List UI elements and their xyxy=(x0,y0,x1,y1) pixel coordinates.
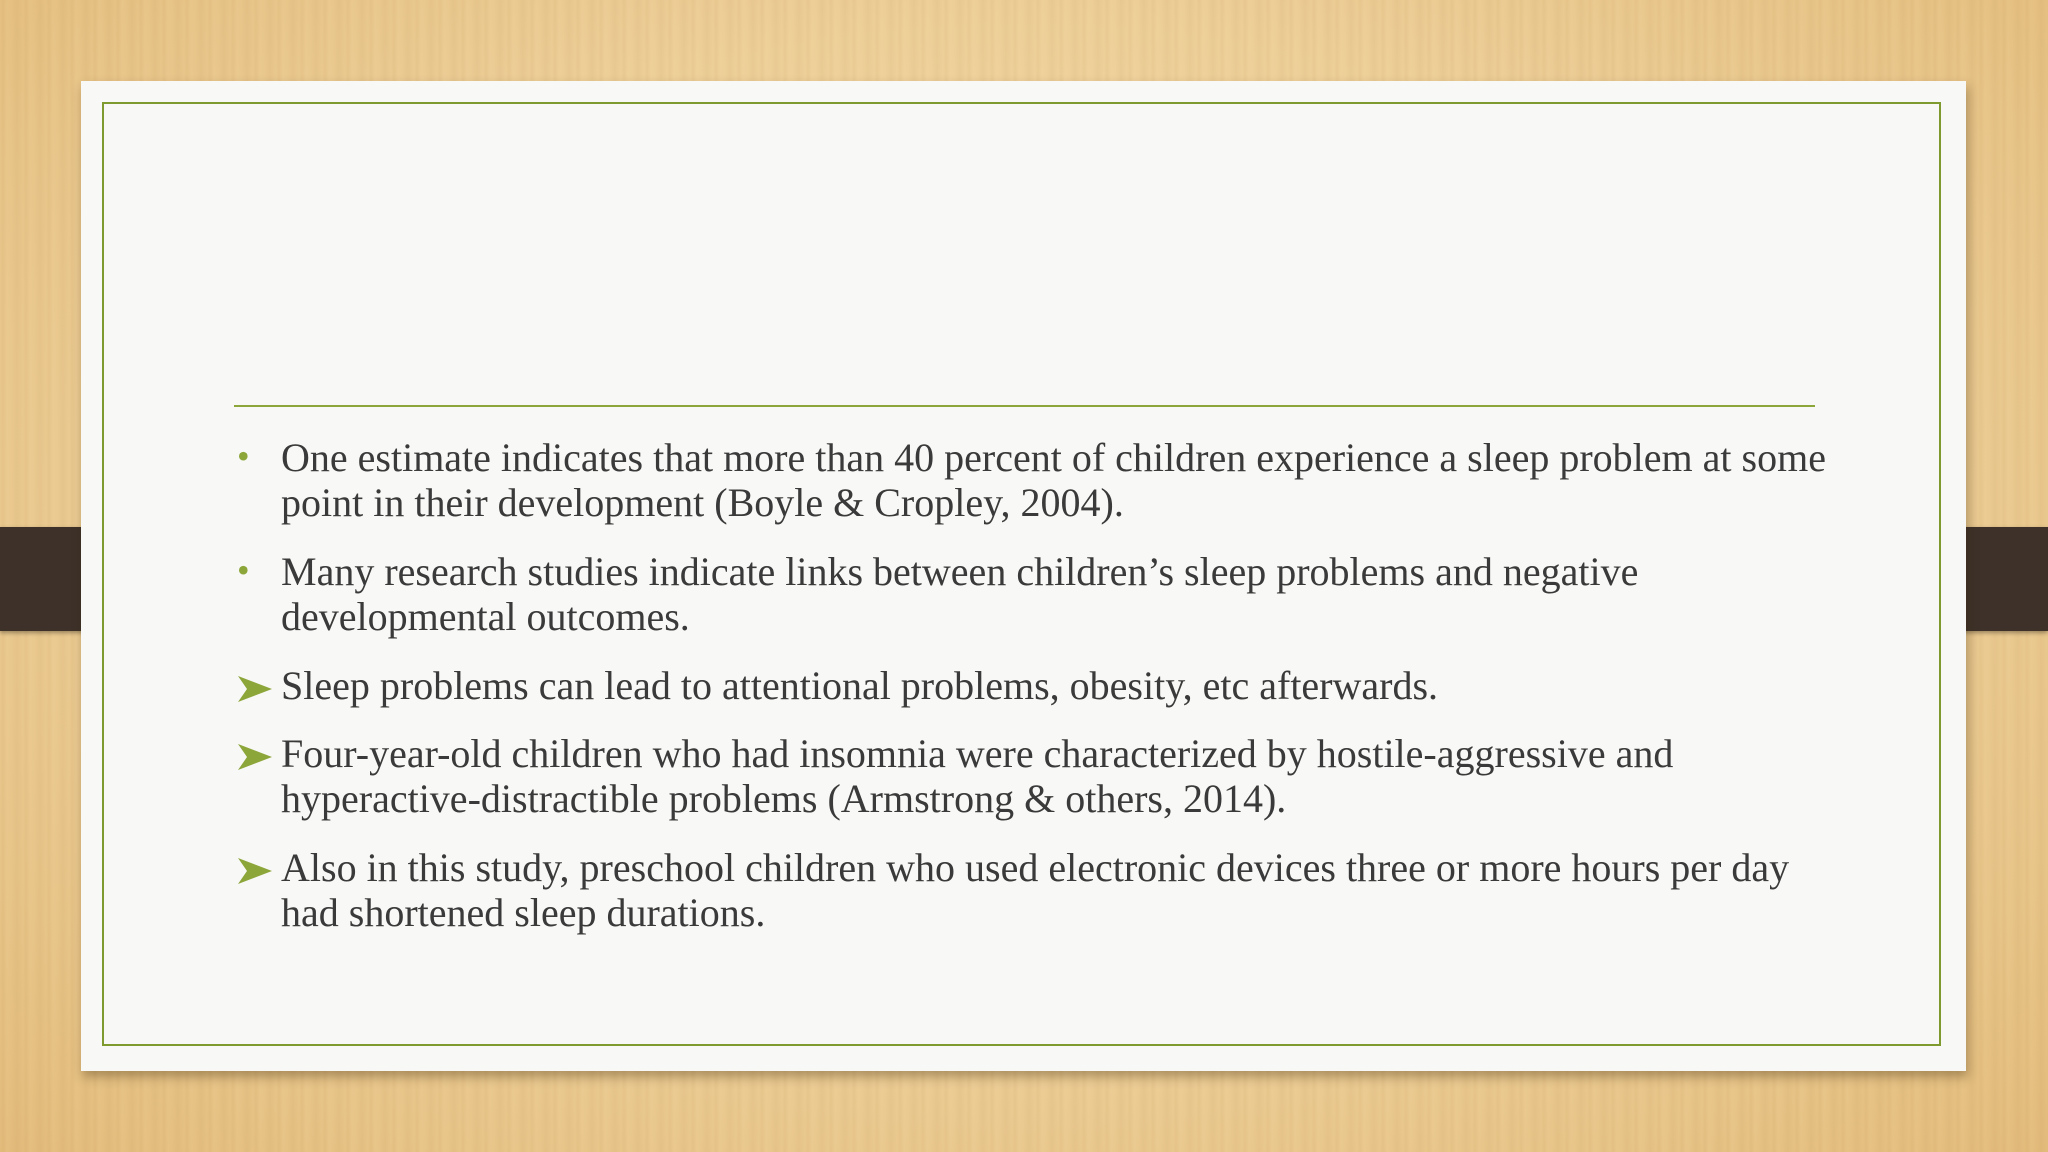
arrowhead-bullet-icon xyxy=(236,742,274,772)
bullet-text: Sleep problems can lead to attentional problems, obesity, etc afterwards. xyxy=(281,663,1439,708)
bullet-item xyxy=(237,549,1841,639)
bullet-item xyxy=(281,845,1841,935)
bullet-text: Many research studies indicate links between children’s sleep problems and negative developmental outcomes. xyxy=(281,549,1639,639)
arrowhead-bullet-icon xyxy=(236,674,274,704)
bullet-item xyxy=(281,663,1841,708)
bullet-item xyxy=(281,731,1841,821)
bullet-text: Four-year-old children who had insomnia were characterized by hostile-aggressive and hyperactive-distractible problems (Armstrong & others, 2014). xyxy=(281,731,1674,821)
bullet-text: One estimate indicates that more than 40 percent of children experience a sleep problem at some point in their development (Boyle & Cropley, 2004). xyxy=(281,435,1826,525)
bullet-text: Also in this study, preschool children who used electronic devices three or more hours per day had shortened sleep durations. xyxy=(281,845,1790,935)
arrowhead-bullet-icon xyxy=(236,856,274,886)
bullet-item xyxy=(237,435,1841,525)
bullet-dot-icon: • xyxy=(237,436,250,476)
bullet-dot-icon: • xyxy=(237,550,250,590)
